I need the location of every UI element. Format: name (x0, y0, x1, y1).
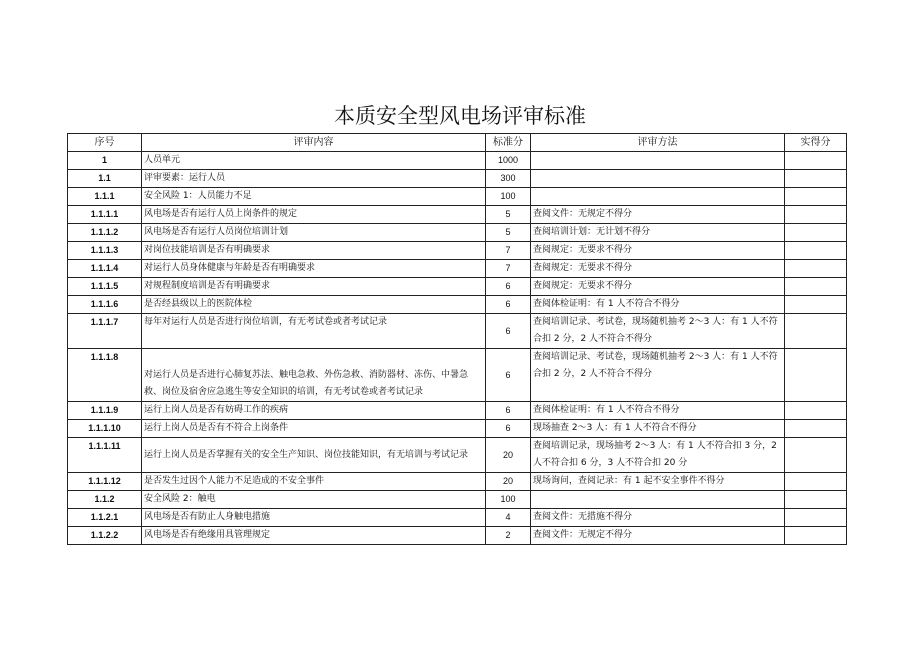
row-content: 运行上岗人员是否掌握有关的安全生产知识、岗位技能知识，有无培训与考试记录 (142, 438, 486, 473)
row-content: 风电场是否有运行人员岗位培训计划 (142, 224, 486, 242)
table-row (68, 170, 847, 188)
row-method: 查阅体检证明：有 1 人不符合不得分 (531, 296, 785, 314)
row-score: 100 (486, 188, 531, 206)
standards-table (67, 133, 847, 545)
row-score: 100 (486, 491, 531, 509)
row-method: 现场询问，查阅记录：有 1 起不安全事件不得分 (531, 473, 785, 491)
row-method: 现场抽查 2～3 人：有 1 人不符合不得分 (531, 420, 785, 438)
row-no: 1.1.1.2 (68, 224, 142, 242)
table-row (68, 527, 847, 545)
row-content: 对运行人员身体健康与年龄是否有明确要求 (142, 260, 486, 278)
row-score: 6 (486, 296, 531, 314)
row-method (531, 152, 785, 170)
row-no: 1.1.1.9 (68, 402, 142, 420)
row-content: 对规程制度培训是否有明确要求 (142, 278, 486, 296)
table-row (68, 438, 847, 473)
row-content: 是否发生过因个人能力不足造成的不安全事件 (142, 473, 486, 491)
row-no: 1.1.1.1 (68, 206, 142, 224)
row-method: 查阅文件：无措施不得分 (531, 509, 785, 527)
table-row (68, 402, 847, 420)
table-header-row (68, 134, 847, 152)
row-actual (785, 491, 847, 509)
row-method: 查阅规定：无要求不得分 (531, 242, 785, 260)
row-content: 运行上岗人员是否有不符合上岗条件 (142, 420, 486, 438)
row-actual (785, 242, 847, 260)
row-actual (785, 314, 847, 349)
header-actual: 实得分 (785, 134, 847, 152)
row-score: 2 (486, 527, 531, 545)
header-method: 评审方法 (531, 134, 785, 152)
row-content: 安全风险 2：触电 (142, 491, 486, 509)
row-actual (785, 206, 847, 224)
row-score: 7 (486, 260, 531, 278)
row-score: 5 (486, 224, 531, 242)
table-row (68, 152, 847, 170)
row-score: 4 (486, 509, 531, 527)
row-method (531, 170, 785, 188)
row-score: 20 (486, 473, 531, 491)
row-method: 查阅培训计划：无计划不得分 (531, 224, 785, 242)
row-method: 查阅培训记录，现场抽考 2～3 人：有 1 人不符合扣 3 分，2 人不符合扣 6 分，3 人不符合扣 20 分 (531, 438, 785, 473)
table-row (68, 260, 847, 278)
row-method: 查阅培训记录、考试卷，现场随机抽考 2～3 人：有 1 人不符合扣 2 分，2 人不符合不得分 (531, 314, 785, 349)
table-row (68, 224, 847, 242)
header-no: 序号 (68, 134, 142, 152)
row-score: 6 (486, 349, 531, 402)
header-score: 标准分 (486, 134, 531, 152)
row-actual (785, 473, 847, 491)
row-no: 1.1.1.5 (68, 278, 142, 296)
row-actual (785, 278, 847, 296)
row-content: 是否经县级以上的医院体检 (142, 296, 486, 314)
row-score: 5 (486, 206, 531, 224)
row-content: 每年对运行人员是否进行岗位培训，有无考试卷或者考试记录 (142, 314, 486, 349)
row-content: 运行上岗人员是否有妨碍工作的疾病 (142, 402, 486, 420)
table-row (68, 509, 847, 527)
row-no: 1.1.1.11 (68, 438, 142, 473)
row-no: 1.1.1.8 (68, 349, 142, 402)
row-content: 对运行人员是否进行心肺复苏法、触电急救、外伤急救、消防器材、冻伤、中暑急救、岗位及宿舍应急逃生等安全知识的培训，有无考试卷或者考试记录 (142, 349, 486, 402)
table-row (68, 349, 847, 402)
row-actual (785, 349, 847, 402)
row-no: 1.1.1.3 (68, 242, 142, 260)
row-actual (785, 260, 847, 278)
row-content: 评审要素：运行人员 (142, 170, 486, 188)
row-method (531, 491, 785, 509)
row-no: 1.1.1.4 (68, 260, 142, 278)
row-no: 1.1.1.10 (68, 420, 142, 438)
row-content: 风电场是否有防止人身触电措施 (142, 509, 486, 527)
table-row (68, 473, 847, 491)
row-actual (785, 296, 847, 314)
row-actual (785, 527, 847, 545)
row-actual (785, 170, 847, 188)
table-row (68, 420, 847, 438)
row-content: 对岗位技能培训是否有明确要求 (142, 242, 486, 260)
page-title: 本质安全型风电场评审标准 (334, 104, 586, 128)
row-method: 查阅体检证明：有 1 人不符合不得分 (531, 402, 785, 420)
row-score: 300 (486, 170, 531, 188)
row-actual (785, 438, 847, 473)
row-content: 安全风险 1：人员能力不足 (142, 188, 486, 206)
row-score: 6 (486, 278, 531, 296)
row-no: 1.1.1.6 (68, 296, 142, 314)
row-score: 6 (486, 420, 531, 438)
row-no: 1.1 (68, 170, 142, 188)
table-row (68, 296, 847, 314)
row-method: 查阅规定：无要求不得分 (531, 278, 785, 296)
row-no: 1.1.1.7 (68, 314, 142, 349)
row-score: 20 (486, 438, 531, 473)
row-content: 人员单元 (142, 152, 486, 170)
table-row (68, 206, 847, 224)
table-row (68, 188, 847, 206)
table-row (68, 491, 847, 509)
table-row (68, 242, 847, 260)
row-score: 1000 (486, 152, 531, 170)
row-method: 查阅文件：无规定不得分 (531, 206, 785, 224)
row-method (531, 188, 785, 206)
row-actual (785, 509, 847, 527)
row-actual (785, 420, 847, 438)
row-no: 1.1.2.2 (68, 527, 142, 545)
row-actual (785, 224, 847, 242)
row-no: 1.1.1 (68, 188, 142, 206)
row-content: 风电场是否有运行人员上岗条件的规定 (142, 206, 486, 224)
row-score: 6 (486, 402, 531, 420)
row-content: 风电场是否有绝缘用具管理规定 (142, 527, 486, 545)
row-method: 查阅培训记录、考试卷，现场随机抽考 2～3 人：有 1 人不符合扣 2 分，2 人不符合不得分 (531, 349, 785, 402)
row-no: 1.1.2.1 (68, 509, 142, 527)
table-row (68, 314, 847, 349)
header-content: 评审内容 (142, 134, 486, 152)
row-method: 查阅规定：无要求不得分 (531, 260, 785, 278)
row-no: 1 (68, 152, 142, 170)
row-actual (785, 188, 847, 206)
row-score: 6 (486, 314, 531, 349)
row-actual (785, 152, 847, 170)
row-actual (785, 402, 847, 420)
row-no: 1.1.2 (68, 491, 142, 509)
table-row (68, 278, 847, 296)
row-score: 7 (486, 242, 531, 260)
row-method: 查阅文件：无规定不得分 (531, 527, 785, 545)
row-no: 1.1.1.12 (68, 473, 142, 491)
